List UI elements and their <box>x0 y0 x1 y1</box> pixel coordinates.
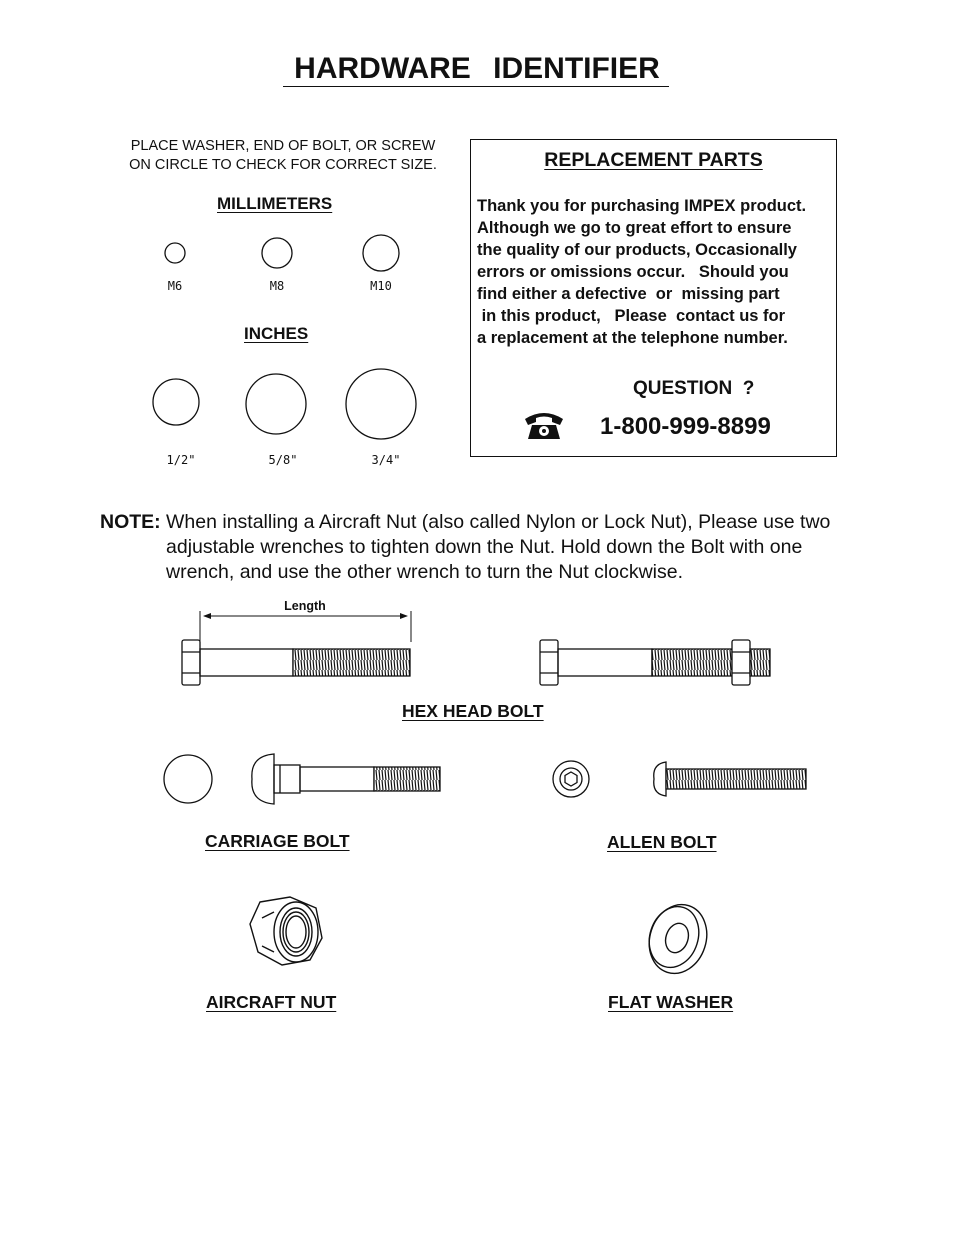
inches-heading: INCHES <box>244 324 309 343</box>
note-label: NOTE: <box>100 511 161 533</box>
flat-washer-icon <box>641 897 716 981</box>
replacement-text-line: errors or omissions occur. Should you <box>477 263 789 281</box>
length-label: Length <box>284 599 326 613</box>
carriage-bolt-icon <box>164 754 440 804</box>
replacement-text-line: find either a defective or missing part <box>477 285 780 303</box>
page-title: HARDWARE IDENTIFIER <box>294 52 660 85</box>
size-label-three-quarters: 3/4" <box>371 453 401 467</box>
size-label-five-eighths: 5/8" <box>268 453 298 467</box>
carriage-bolt-label: CARRIAGE BOLT <box>205 831 350 851</box>
aircraft-nut-label: AIRCRAFT NUT <box>206 992 337 1012</box>
hex-head-bolt-label: HEX HEAD BOLT <box>402 701 544 721</box>
replacement-parts-heading: REPLACEMENT PARTS <box>544 149 763 171</box>
replacement-text-line: Thank you for purchasing IMPEX product. <box>477 197 807 215</box>
replacement-text-line: a replacement at the telephone number. <box>477 329 788 347</box>
replacement-text-line: the quality of our products, Occasionally <box>477 241 797 259</box>
instruction-line-1: PLACE WASHER, END OF BOLT, OR SCREW <box>130 138 436 154</box>
size-label-half: 1/2" <box>166 453 196 467</box>
hex-head-bolt-icon <box>182 640 410 685</box>
note-text: When installing a Aircraft Nut (also called Nylon or Lock Nut), Please use two adjustable wrenches to tighten down the Nut. Hold down the Bolt with one wrench, and use the other wrench to turn the Nut clockwise. <box>166 511 831 583</box>
replacement-text-line: Although we go to great effort to ensure <box>477 219 792 237</box>
size-label-m8: M8 <box>269 279 285 293</box>
millimeters-heading: MILLIMETERS <box>217 194 333 213</box>
allen-bolt-label: ALLEN BOLT <box>607 832 717 852</box>
size-label-m6: M6 <box>167 279 183 293</box>
length-dimension-icon <box>200 611 411 642</box>
instruction-line-2: ON CIRCLE TO CHECK FOR CORRECT SIZE. <box>129 157 437 173</box>
replacement-text-line: in this product, Please contact us for <box>477 307 786 325</box>
flat-washer-label: FLAT WASHER <box>608 992 734 1012</box>
allen-bolt-icon <box>553 761 806 797</box>
aircraft-nut-icon <box>250 897 322 965</box>
question-label: QUESTION ? <box>633 378 755 399</box>
hex-bolt-with-nut-icon <box>540 640 770 685</box>
phone-number[interactable]: 1-800-999-8899 <box>600 413 771 440</box>
size-label-m10: M10 <box>370 279 392 293</box>
